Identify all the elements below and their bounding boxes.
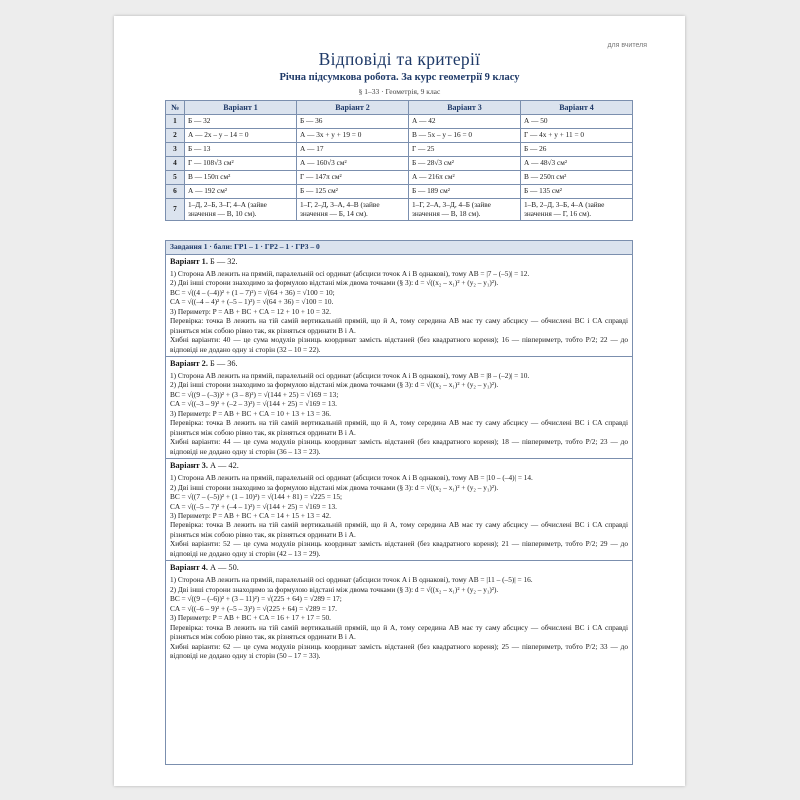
check-paragraph: Перевірка: точка B лежить на тій самій вертикальній прямій, що й A, тому середина AB має ту саму абсцису — обчислені BC і CA справді різняться між собою рівно так, як різняться ординати B і A. xyxy=(170,316,628,335)
variant-answer: А — 42. xyxy=(207,461,239,471)
table-cell: А — 2x – y – 14 = 0 xyxy=(185,129,297,143)
variant-heading xyxy=(170,563,628,574)
row-number: 2 xyxy=(166,129,185,143)
solution-line: CA = √((–3 – 9)² + (–2 – 3)²) = √(144 + 25) = √169 = 13. xyxy=(170,399,337,409)
table-cell: Б — 125 см² xyxy=(297,185,409,199)
table-row xyxy=(166,185,633,199)
header-cell-variant-4: Варіант 4 xyxy=(521,101,633,115)
solution-line: 3) Периметр: P = AB + BC + CA = 10 + 13 + 13 = 36. xyxy=(170,408,331,418)
variant-label: Варіант 2. xyxy=(170,359,208,369)
solution-line: 2) Дві інші сторони знаходимо за формулою відстані між двома точками (§ 3): d = √((x₂ – x₁)² + (y₂ – y₁)²). xyxy=(170,584,499,594)
solution-line: 3) Периметр: P = AB + BC + CA = 14 + 15 + 13 = 42. xyxy=(170,511,331,520)
table-cell: Г — 108√3 см² xyxy=(185,157,297,171)
table-cell: В — 150π см² xyxy=(185,171,297,185)
table-cell: А — 50 xyxy=(521,115,633,129)
table-cell: Б — 189 см² xyxy=(409,185,521,199)
row-number: 3 xyxy=(166,143,185,157)
table-cell: А — 42 xyxy=(409,115,521,129)
table-cell: Б — 28√3 см² xyxy=(409,157,521,171)
header-cell-variant-1: Варіант 1 xyxy=(185,101,297,115)
table-cell: Г — 147π см² xyxy=(297,171,409,185)
wrong-answers-paragraph: Хибні варіанти: 52 — це сума модулів різниць координат замість відстаней (без квадратного кореня); 21 — півпериметр, тобто P/2; 29 — до відповіді не додано одну зі сторін (42 – 13 = 29). xyxy=(170,539,628,558)
solution-line: 3) Периметр: P = AB + BC + CA = 16 + 17 + 17 = 50. xyxy=(170,613,331,623)
check-paragraph: Перевірка: точка B лежить на тій самій вертикальній прямій, що й A, тому середина AB має ту саму абсцису — обчислені BC і CA справді різняться між собою рівно так, як різняться ординати B і A. xyxy=(170,622,628,642)
page-note: § 1–33 · Геометрія, 9 клас xyxy=(358,87,441,96)
solution-line: 2) Дві інші сторони знаходимо за формулою відстані між двома точками (§ 3): d = √((x₂ – x₁)² + (y₂ – y₁)²). xyxy=(170,278,499,288)
solution-line: 3) Периметр: P = AB + BC + CA = 12 + 10 + 10 = 32. xyxy=(170,306,331,316)
solution-line: BC = √((9 – (–3))² + (3 – 8)²) = √(144 + 25) = √169 = 13; xyxy=(170,389,339,399)
variant-heading xyxy=(170,359,628,370)
row-number: 7 xyxy=(166,199,185,221)
table-cell: 1–Г, 2–Д, 3–А, 4–В (зайве значення — Б, 14 см). xyxy=(297,199,409,221)
table-cell: В — 250π см² xyxy=(521,171,633,185)
table-cell: А — 160√3 см² xyxy=(297,157,409,171)
section-heading: Завдання 1 · бали: ГР1 – 1 · ГР2 – 1 · ГР3 – 0 xyxy=(166,241,632,255)
table-cell: В — 5x – y – 16 = 0 xyxy=(409,129,521,143)
solution-line: BC = √((7 – (–5))² + (1 – 10)²) = √(144 + 81) = √225 = 15; xyxy=(170,492,343,502)
table-cell: Б — 26 xyxy=(521,143,633,157)
page-title: Відповіді та критерії xyxy=(318,49,481,69)
variant-block-4 xyxy=(166,561,632,662)
solution-line: CA = √((–5 – 7)² + (–4 – 1)²) = √(144 + 25) = √169 = 13. xyxy=(170,501,337,511)
wrong-answers-paragraph: Хибні варіанти: 44 — це сума модулів різниць координат замість відстаней (без квадратного кореня); 18 — півпериметр, тобто P/2; 23 — до відповіді не додано одну зі сторін (36 – 13 = 23). xyxy=(170,437,628,456)
table-cell: Б — 13 xyxy=(185,143,297,157)
solution-line: 1) Сторона AB лежить на прямій, паралельній осі ординат (абсциси точок A і B однакові), тому AB = |8 – (–2)| = 10. xyxy=(170,370,530,380)
answers-table-header xyxy=(166,101,633,115)
table-row xyxy=(166,115,633,129)
table-cell: А — 48√3 см² xyxy=(521,157,633,171)
variant-answer: Б — 32. xyxy=(207,257,238,266)
table-cell: Б — 36 xyxy=(297,115,409,129)
solution-line: BC = √((9 – (–6))² + (3 – 11)²) = √(225 + 64) = √289 = 17; xyxy=(170,594,342,604)
variant-block-2 xyxy=(166,357,632,459)
check-paragraph: Перевірка: точка B лежить на тій самій вертикальній прямій, що й A, тому середина AB має ту саму абсцису — обчислені BC і CA справді різняться між собою рівно так, як різняться ординати B і A. xyxy=(170,520,628,539)
table-cell: 1–Д, 2–Б, 3–Г, 4–А (зайве значення — В, 10 см). xyxy=(185,199,297,221)
row-number: 1 xyxy=(166,115,185,129)
answers-table xyxy=(165,100,633,221)
header-cell-variant-3: Варіант 3 xyxy=(409,101,521,115)
table-cell: Б — 32 xyxy=(185,115,297,129)
variant-block-3 xyxy=(166,459,632,561)
wrong-answers-paragraph: Хибні варіанти: 40 — це сума модулів різниць координат замість відстаней (без квадратного кореня); 16 — півпериметр, тобто P/2; 22 — до відповіді не додано одну зі сторін (32 – 10 = 22). xyxy=(170,335,628,354)
row-number: 6 xyxy=(166,185,185,199)
table-cell: Г — 4x + y + 11 = 0 xyxy=(521,129,633,143)
table-row xyxy=(166,129,633,143)
row-number: 4 xyxy=(166,157,185,171)
variant-label: Варіант 4. xyxy=(170,563,208,573)
solution-line: 1) Сторона AB лежить на прямій, паралельній осі ординат (абсциси точок A і B однакові), тому AB = |11 – (–5)| = 16. xyxy=(170,575,533,585)
variant-answer: Б — 36. xyxy=(207,359,238,369)
variant-answer: А — 50. xyxy=(207,563,239,573)
table-cell: Г — 25 xyxy=(409,143,521,157)
solution-line: CA = √((–6 – 9)² + (–5 – 3)²) = √(225 + 64) = √289 = 17. xyxy=(170,603,337,613)
variant-block-1 xyxy=(166,255,632,357)
solution-line: 2) Дві інші сторони знаходимо за формулою відстані між двома точками (§ 3): d = √((x₂ – x₁)² + (y₂ – y₁)²). xyxy=(170,482,499,492)
header-cell-variant-2: Варіант 2 xyxy=(297,101,409,115)
table-row xyxy=(166,143,633,157)
table-cell: 1–Г, 2–А, 3–Д, 4–Б (зайве значення — В, 18 см). xyxy=(409,199,521,221)
variant-label: Варіант 1. xyxy=(170,257,208,266)
variant-label: Варіант 3. xyxy=(170,461,208,471)
for-teacher-label: для вчителя xyxy=(607,42,647,49)
table-cell: А — 3x + y + 19 = 0 xyxy=(297,129,409,143)
row-number: 5 xyxy=(166,171,185,185)
table-cell: А — 17 xyxy=(297,143,409,157)
table-cell: 1–В, 2–Д, 3–Б, 4–А (зайве значення — Г, 16 см). xyxy=(521,199,633,221)
table-row xyxy=(166,199,633,221)
variant-heading xyxy=(170,257,628,268)
document-page xyxy=(114,16,685,786)
check-paragraph: Перевірка: точка B лежить на тій самій вертикальній прямій, що й A, тому середина AB має ту саму абсцису — обчислені BC і CA справді різняться між собою рівно так, як різняться ординати B і A. xyxy=(170,418,628,437)
table-row xyxy=(166,171,633,185)
wrong-answers-paragraph: Хибні варіанти: 62 — це сума модулів різниць координат замість відстаней (без квадратного кореня); 25 — півпериметр, тобто P/2; 33 — до відповіді не додано одну зі сторін (50 – 17 = 33). xyxy=(170,641,628,661)
page-subtitle: Річна підсумкова робота. За курс геометрії 9 класу xyxy=(279,72,520,83)
table-cell: А — 216π см² xyxy=(409,171,521,185)
solution-line: 2) Дві інші сторони знаходимо за формулою відстані між двома точками (§ 3): d = √((x₂ – x₁)² + (y₂ – y₁)²). xyxy=(170,380,499,390)
table-cell: Б — 135 см² xyxy=(521,185,633,199)
solution-line: 1) Сторона AB лежить на прямій, паралельній осі ординат (абсциси точок A і B однакові), тому AB = |10 – (–4)| = 14. xyxy=(170,473,533,483)
solution-line: 1) Сторона AB лежить на прямій, паралельній осі ординат (абсциси точок A і B однакові), тому AB = |7 – (–5)| = 12. xyxy=(170,268,530,278)
header-cell-number: № xyxy=(166,101,185,115)
variant-heading xyxy=(170,461,628,472)
solution-line: BC = √((4 – (–4))² + (1 – 7)²) = √(64 + 36) = √100 = 10; xyxy=(170,287,335,297)
table-row xyxy=(166,157,633,171)
task-section xyxy=(165,240,633,765)
table-cell: А — 192 см² xyxy=(185,185,297,199)
solution-line: CA = √((–4 – 4)² + (–5 – 1)²) = √(64 + 36) = √100 = 10. xyxy=(170,297,334,307)
